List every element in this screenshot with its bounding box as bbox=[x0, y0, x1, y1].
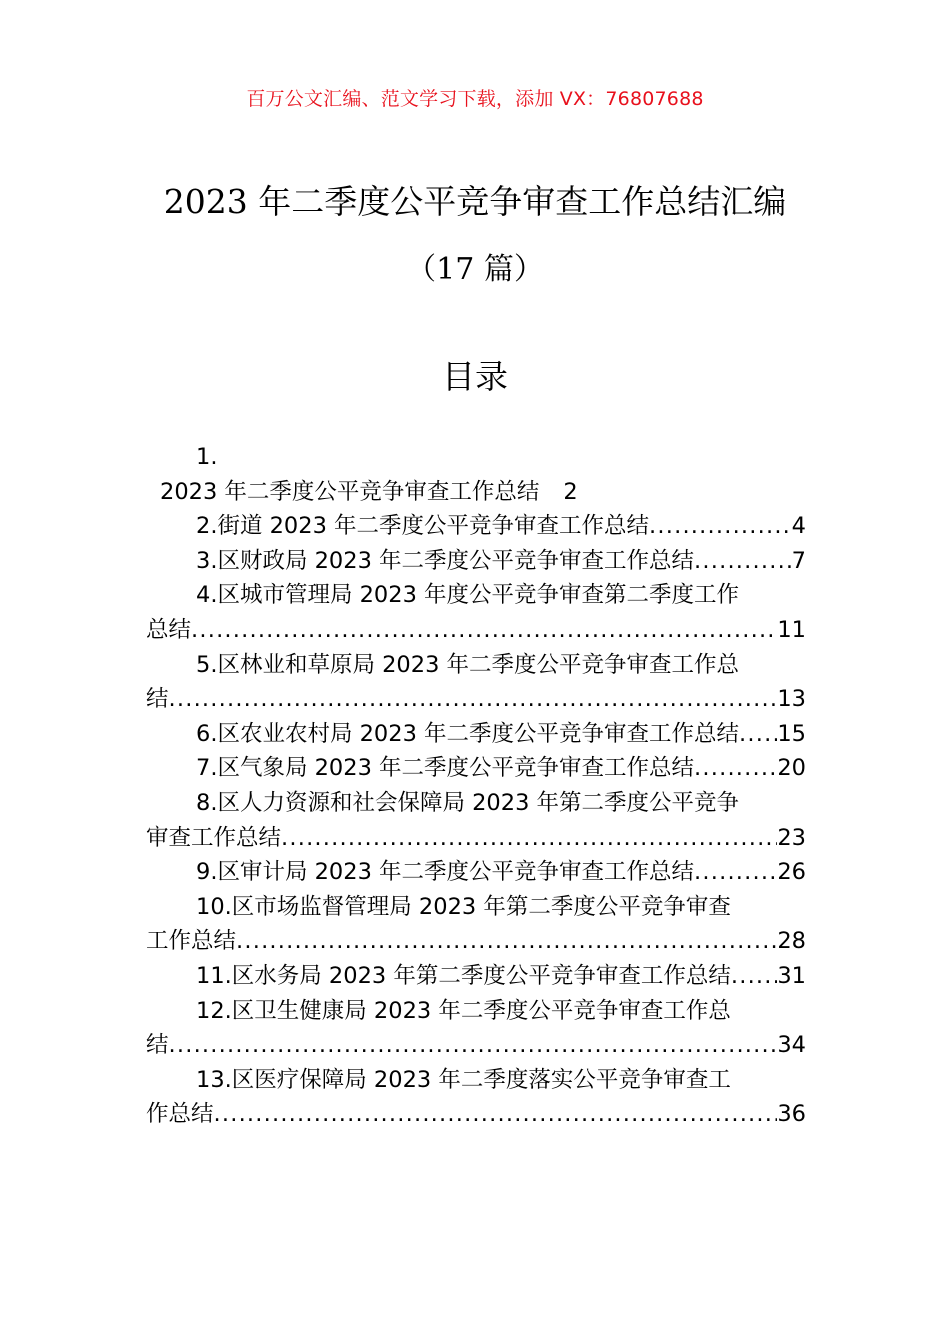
toc-entry-5-text: 5.区林业和草原局 2023 年二季度公平竞争审查工作总 bbox=[196, 651, 740, 678]
toc-entry-1-page: 2 bbox=[563, 478, 578, 505]
toc-entry-9-text: 9.区审计局 2023 年二季度公平竞争审查工作总结 bbox=[196, 859, 695, 886]
toc-entry-4-page: 11 bbox=[777, 616, 806, 643]
toc-entry-2-text: 2.街道 2023 年二季度公平竞争审查工作总结 bbox=[196, 513, 650, 540]
toc-entry-11[interactable] bbox=[146, 959, 806, 994]
toc-leader-dots bbox=[191, 613, 777, 648]
toc-entry-6[interactable] bbox=[146, 717, 806, 752]
document-subtitle: （17 篇） bbox=[406, 252, 544, 287]
toc-entry-7[interactable] bbox=[146, 751, 806, 786]
toc-leader-dots bbox=[731, 959, 778, 994]
toc-entry-10-text: 10.区市场监督管理局 2023 年第二季度公平竞争审查 bbox=[196, 893, 731, 920]
toc-entry-9-page: 26 bbox=[777, 859, 806, 886]
toc-entry-7-page: 20 bbox=[777, 755, 806, 782]
toc-entry-8-text-cont: 审查工作总结 bbox=[146, 824, 282, 851]
header-note: 百万公文汇编、范文学习下载，添加 VX：76807688 bbox=[246, 88, 704, 110]
toc-entry-4[interactable] bbox=[146, 578, 806, 647]
toc-entry-9[interactable] bbox=[146, 855, 806, 890]
toc-entry-5-text-cont: 结 bbox=[146, 686, 169, 713]
toc-entry-10-page: 28 bbox=[777, 928, 806, 955]
toc-entry-13-text-cont: 作总结 bbox=[146, 1101, 214, 1128]
toc-entry-12-page: 34 bbox=[777, 1032, 806, 1059]
toc-entry-6-page: 15 bbox=[777, 720, 806, 747]
toc-entry-8-text: 8.区人力资源和社会保障局 2023 年第二季度公平竞争 bbox=[196, 789, 740, 816]
toc-leader-dots bbox=[169, 1028, 778, 1063]
toc-leader-dots bbox=[694, 544, 792, 579]
toc-leader-dots bbox=[214, 1097, 778, 1132]
toc-entry-11-text: 11.区水务局 2023 年第二季度公平竞争审查工作总结 bbox=[196, 962, 731, 989]
toc-leader-dots bbox=[739, 717, 777, 752]
toc-entry-7-text: 7.区气象局 2023 年二季度公平竞争审查工作总结 bbox=[196, 755, 695, 782]
toc-entry-10-text-cont: 工作总结 bbox=[146, 928, 237, 955]
toc-entry-13-text: 13.区医疗保障局 2023 年二季度落实公平竞争审查工 bbox=[196, 1066, 731, 1093]
toc-leader-dots bbox=[694, 751, 777, 786]
toc-entry-13-page: 36 bbox=[777, 1101, 806, 1128]
toc-entry-2[interactable] bbox=[146, 509, 806, 544]
toc-entry-4-text-cont: 总结 bbox=[146, 616, 192, 643]
toc-leader-dots bbox=[649, 509, 792, 544]
toc-entry-11-page: 31 bbox=[777, 962, 806, 989]
toc-entry-12-text-cont: 结 bbox=[146, 1032, 169, 1059]
toc-entry-3[interactable] bbox=[146, 544, 806, 579]
toc-heading: 目录 bbox=[442, 357, 508, 396]
toc-entry-13[interactable] bbox=[146, 1063, 806, 1132]
toc-entry-5[interactable] bbox=[146, 648, 806, 717]
toc-entry-8[interactable] bbox=[146, 786, 806, 855]
toc-entry-12[interactable] bbox=[146, 994, 806, 1063]
toc-entry-3-text: 3.区财政局 2023 年二季度公平竞争审查工作总结 bbox=[196, 547, 695, 574]
toc-entry-1-number: 1. bbox=[196, 444, 218, 470]
toc-entry-12-text: 12.区卫生健康局 2023 年二季度公平竞争审查工作总 bbox=[196, 997, 731, 1024]
toc-leader-dots bbox=[281, 821, 777, 856]
toc-entry-4-text: 4.区城市管理局 2023 年度公平竞争审查第二季度工作 bbox=[196, 582, 740, 609]
toc-entry-8-page: 23 bbox=[777, 824, 806, 851]
toc-entries bbox=[146, 509, 806, 1132]
document-title: 2023 年二季度公平竞争审查工作总结汇编 bbox=[163, 182, 787, 221]
toc-leader-dots bbox=[169, 682, 778, 717]
toc-leader-dots bbox=[236, 924, 777, 959]
toc-entry-1-text: 2023 年二季度公平竞争审查工作总结 bbox=[160, 478, 540, 505]
table-of-contents bbox=[146, 440, 806, 1132]
toc-entry-2-page: 4 bbox=[791, 513, 806, 540]
toc-entry-6-text: 6.区农业农村局 2023 年二季度公平竞争审查工作总结 bbox=[196, 720, 740, 747]
toc-entry-1[interactable] bbox=[146, 475, 806, 510]
toc-entry-3-page: 7 bbox=[791, 547, 806, 574]
toc-leader-dots bbox=[694, 855, 777, 890]
toc-entry-10[interactable] bbox=[146, 890, 806, 959]
toc-entry-5-page: 13 bbox=[777, 686, 806, 713]
